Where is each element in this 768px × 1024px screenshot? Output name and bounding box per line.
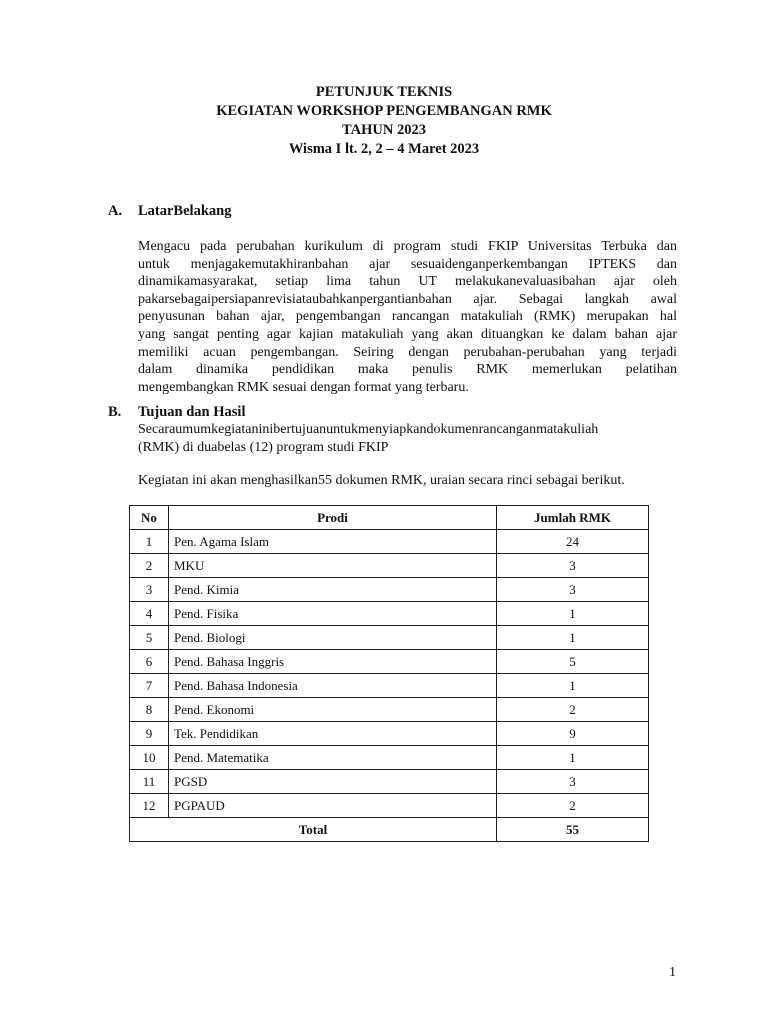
cell-prodi: Pend. Bahasa Indonesia — [169, 674, 497, 698]
table-header-row — [130, 506, 649, 530]
cell-prodi: Pend. Kimia — [169, 578, 497, 602]
cell-no: 10 — [130, 746, 169, 770]
cell-no: 6 — [130, 650, 169, 674]
paragraph-line: memiliki acuan pengembangan. Seiring dengan perubahan-perubahan yang terjadi — [138, 344, 677, 360]
header-jumlah: Jumlah RMK — [497, 506, 649, 530]
table-row — [130, 554, 649, 578]
total-value: 55 — [497, 818, 649, 842]
cell-no: 2 — [130, 554, 169, 578]
cell-jumlah: 3 — [497, 770, 649, 794]
cell-no: 8 — [130, 698, 169, 722]
table-total-row — [130, 818, 649, 842]
cell-jumlah: 9 — [497, 722, 649, 746]
table-row — [130, 698, 649, 722]
title-line-4: Wisma I lt. 2, 2 – 4 Maret 2023 — [288, 141, 480, 157]
title-line-2: KEGIATAN WORKSHOP PENGEMBANGAN RMK — [216, 103, 552, 119]
header-prodi: Prodi — [169, 506, 497, 530]
rmk-table — [129, 505, 649, 842]
section-b-line-3: Kegiatan ini akan menghasilkan55 dokumen RMK, uraian secara rinci sebagai berikut. — [138, 473, 625, 488]
document-title — [0, 83, 768, 159]
section-b-heading: Tujuan dan Hasil — [138, 404, 246, 420]
table-row — [130, 650, 649, 674]
cell-jumlah: 1 — [497, 674, 649, 698]
cell-jumlah: 2 — [497, 698, 649, 722]
cell-no: 1 — [130, 530, 169, 554]
total-label: Total — [130, 818, 497, 842]
paragraph-line: dinamikamasyarakat, setiap lima tahun UT melakukanevaluasibahan ajar oleh — [138, 274, 677, 290]
cell-prodi: Pend. Ekonomi — [169, 698, 497, 722]
cell-jumlah: 24 — [497, 530, 649, 554]
cell-jumlah: 2 — [497, 794, 649, 818]
section-b-line-2: (RMK) di duabelas (12) program studi FKIP — [138, 440, 389, 455]
cell-jumlah: 5 — [497, 650, 649, 674]
table-row — [130, 578, 649, 602]
cell-jumlah: 1 — [497, 626, 649, 650]
cell-prodi: Pend. Bahasa Inggris — [169, 650, 497, 674]
table-row — [130, 530, 649, 554]
cell-jumlah: 1 — [497, 746, 649, 770]
paragraph-line: dalam dinamika pendidikan maka penulis RMK memerlukan pelatihan — [138, 362, 677, 378]
table-row — [130, 746, 649, 770]
cell-prodi: Tek. Pendidikan — [169, 722, 497, 746]
paragraph-line: untuk menjagakemutakhiranbahan ajar sesuaidenganperkembangan IPTEKS dan — [138, 256, 677, 272]
cell-jumlah: 1 — [497, 602, 649, 626]
paragraph-line: penyusunan bahan ajar, pengembangan rancangan matakuliah (RMK) merupakan hal — [138, 309, 677, 325]
cell-no: 11 — [130, 770, 169, 794]
cell-no: 9 — [130, 722, 169, 746]
table-row — [130, 626, 649, 650]
paragraph-line: pakarsebagaipersiapanrevisiataubahkanpergantianbahan ajar. Sebagai langkah awal — [138, 291, 677, 307]
cell-prodi: Pend. Matematika — [169, 746, 497, 770]
paragraph-line: Mengacu pada perubahan kurikulum di program studi FKIP Universitas Terbuka dan — [138, 239, 677, 254]
table-row — [130, 674, 649, 698]
header-no: No — [130, 506, 169, 530]
cell-prodi: PGPAUD — [169, 794, 497, 818]
paragraph-line: yang sangat penting agar kajian matakuliah yang akan dituangkan ke dalam bahan ajar — [138, 326, 677, 342]
cell-no: 5 — [130, 626, 169, 650]
cell-no: 3 — [130, 578, 169, 602]
cell-prodi: Pen. Agama Islam — [169, 530, 497, 554]
cell-jumlah: 3 — [497, 554, 649, 578]
cell-prodi: Pend. Fisika — [169, 602, 497, 626]
cell-prodi: PGSD — [169, 770, 497, 794]
title-line-1: PETUNJUK TEKNIS — [315, 84, 453, 100]
section-b-line-1: Secaraumumkegiataninibertujuanuntukmenyiapkandokumenrancanganmatakuliah — [138, 422, 599, 437]
title-line-3: TAHUN 2023 — [342, 122, 426, 138]
cell-no: 7 — [130, 674, 169, 698]
section-a-letter: A. — [108, 203, 123, 219]
page-number: 1 — [669, 965, 676, 980]
cell-prodi: Pend. Biologi — [169, 626, 497, 650]
section-a-heading: LatarBelakang — [138, 203, 232, 219]
cell-no: 12 — [130, 794, 169, 818]
table-row — [130, 770, 649, 794]
section-a-paragraph — [138, 238, 677, 396]
table-row — [130, 722, 649, 746]
paragraph-line: mengembangkan RMK sesuai dengan format yang terbaru. — [138, 379, 469, 395]
table-row — [130, 794, 649, 818]
cell-no: 4 — [130, 602, 169, 626]
table-row — [130, 602, 649, 626]
cell-prodi: MKU — [169, 554, 497, 578]
section-b-letter: B. — [108, 404, 122, 420]
cell-jumlah: 3 — [497, 578, 649, 602]
